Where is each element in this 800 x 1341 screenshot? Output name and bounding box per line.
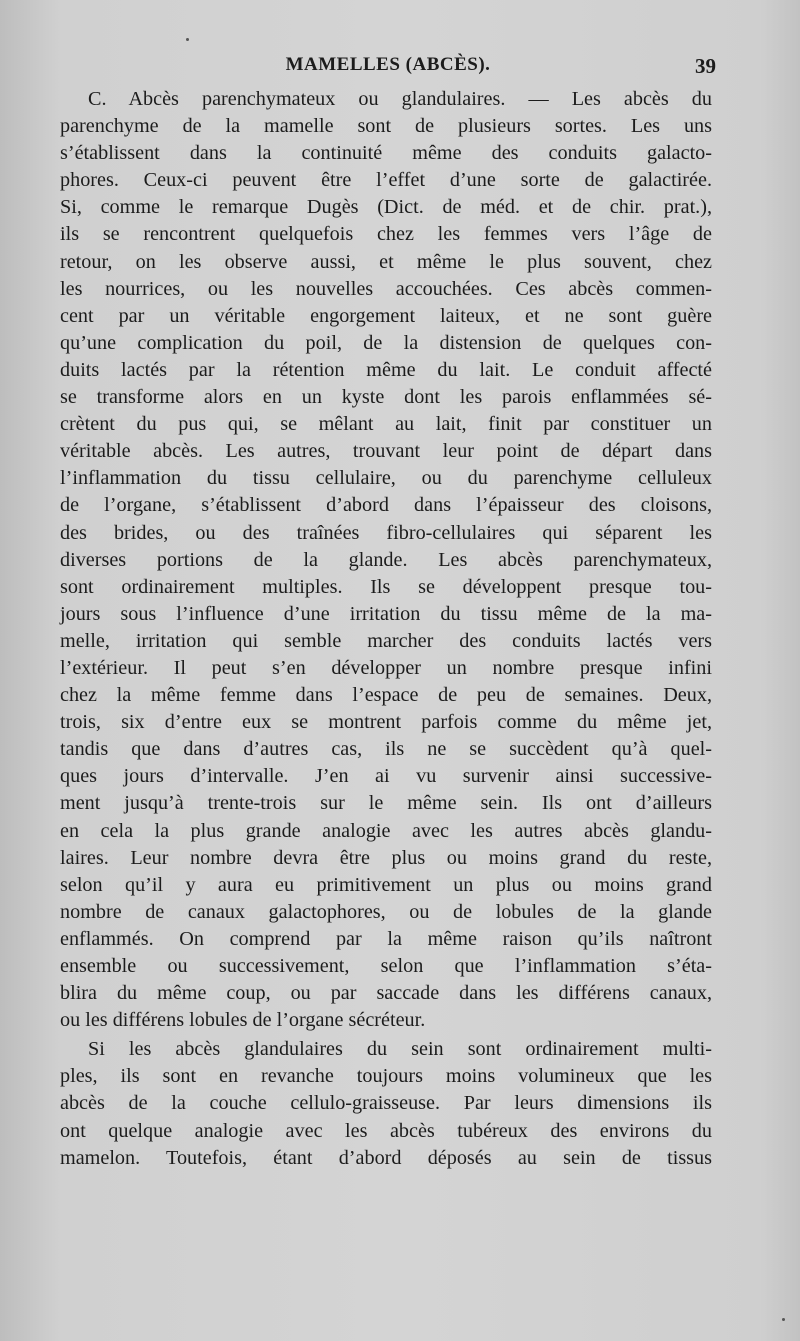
text-line: Si les abcès glandulaires du sein sont ordinairement multi- xyxy=(88,1038,712,1061)
text-line: enflammés. On comprend par la même raison qu’ils naîtront xyxy=(60,927,712,950)
text-line: retour, on les observe aussi, et même le plus souvent, chez xyxy=(60,250,712,273)
text-line: qu’une complication du poil, de la distension de quelques con- xyxy=(60,331,712,354)
text-line: de l’organe, s’établissent d’abord dans l’épaisseur des cloisons, xyxy=(60,494,712,517)
text-line: Si, comme le remarque Dugès (Dict. de méd. et de chir. prat.), xyxy=(60,196,712,219)
text-line: ont quelque analogie avec les abcès tubéreux des environs du xyxy=(60,1119,712,1142)
text-line: melle, irritation qui semble marcher des conduits lactés vers xyxy=(60,629,712,652)
text-line: blira du même coup, ou par saccade dans les différens canaux, xyxy=(60,982,712,1005)
text-line: s’établissent dans la continuité même des conduits galacto- xyxy=(60,142,712,165)
text-line: selon qu’il y aura eu primitivement un plus ou moins grand xyxy=(60,873,712,896)
text-line: ils se rencontrent quelquefois chez les femmes vers l’âge de xyxy=(60,223,712,246)
text-line: l’extérieur. Il peut s’en développer un nombre presque infini xyxy=(60,656,712,679)
text-line: se transforme alors en un kyste dont les parois enflammées sé- xyxy=(60,386,712,409)
text-line: diverses portions de la glande. Les abcès parenchymateux, xyxy=(60,548,712,571)
text-line: les nourrices, ou les nouvelles accouchées. Ces abcès commen- xyxy=(60,277,712,300)
paper-speck xyxy=(186,38,189,41)
text-line: phores. Ceux-ci peuvent être l’effet d’une sorte de galactirée. xyxy=(60,169,712,192)
text-line: abcès de la couche cellulo-graisseuse. Par leurs dimensions ils xyxy=(60,1092,712,1115)
text-line: ensemble ou successivement, selon que l’inflammation s’éta- xyxy=(60,955,712,977)
running-title: MAMELLES (ABCÈS). xyxy=(285,54,491,75)
text-line: ques jours d’intervalle. J’en ai vu survenir ainsi successive- xyxy=(60,765,712,788)
paper-speck xyxy=(782,1318,785,1321)
text-line: véritable abcès. Les autres, trouvant leur point de départ dans xyxy=(60,440,712,463)
text-line: chez la même femme dans l’espace de peu de semaines. Deux, xyxy=(60,684,712,707)
text-line: C. Abcès parenchymateux ou glandulaires. — Les abcès du xyxy=(88,88,712,110)
text-line: en cela la plus grande analogie avec les autres abcès glandu- xyxy=(60,819,712,842)
text-line: mamelon. Toutefois, étant d’abord déposés au sein de tissus xyxy=(60,1146,712,1169)
text-line: nombre de canaux galactophores, ou de lobules de la glande xyxy=(60,900,712,923)
text-line: trois, six d’entre eux se montrent parfois comme du même jet, xyxy=(60,711,712,734)
text-line: ment jusqu’à trente-trois sur le même sein. Ils ont d’ailleurs xyxy=(60,792,712,815)
text-line: ples, ils sont en revanche toujours moins volumineux que les xyxy=(60,1065,712,1088)
text-line: jours sous l’influence d’une irritation du tissu même de la ma- xyxy=(60,602,712,625)
text-line: des brides, ou des traînées fibro-cellulaires qui séparent les xyxy=(60,521,712,544)
page-number: 39 xyxy=(695,54,716,78)
text-line: tandis que dans d’autres cas, ils ne se succèdent qu’à quel- xyxy=(60,738,712,761)
text-line: ou les différens lobules de l’organe sécréteur. xyxy=(60,1009,426,1032)
text-line: duits lactés par la rétention même du lait. Le conduit affecté xyxy=(60,358,712,381)
text-line: l’inflammation du tissu cellulaire, ou du parenchyme celluleux xyxy=(60,467,712,490)
page-header xyxy=(60,54,716,84)
text-line: parenchyme de la mamelle sont de plusieurs sortes. Les uns xyxy=(60,115,712,138)
text-line: crètent du pus qui, se mêlant au lait, finit par constituer un xyxy=(60,413,712,436)
text-line: sont ordinairement multiples. Ils se développent presque tou- xyxy=(60,575,712,598)
body-text xyxy=(60,86,712,1172)
text-line: laires. Leur nombre devra être plus ou moins grand du reste, xyxy=(60,846,712,869)
text-line: cent par un véritable engorgement laiteux, et ne sont guère xyxy=(60,304,712,327)
